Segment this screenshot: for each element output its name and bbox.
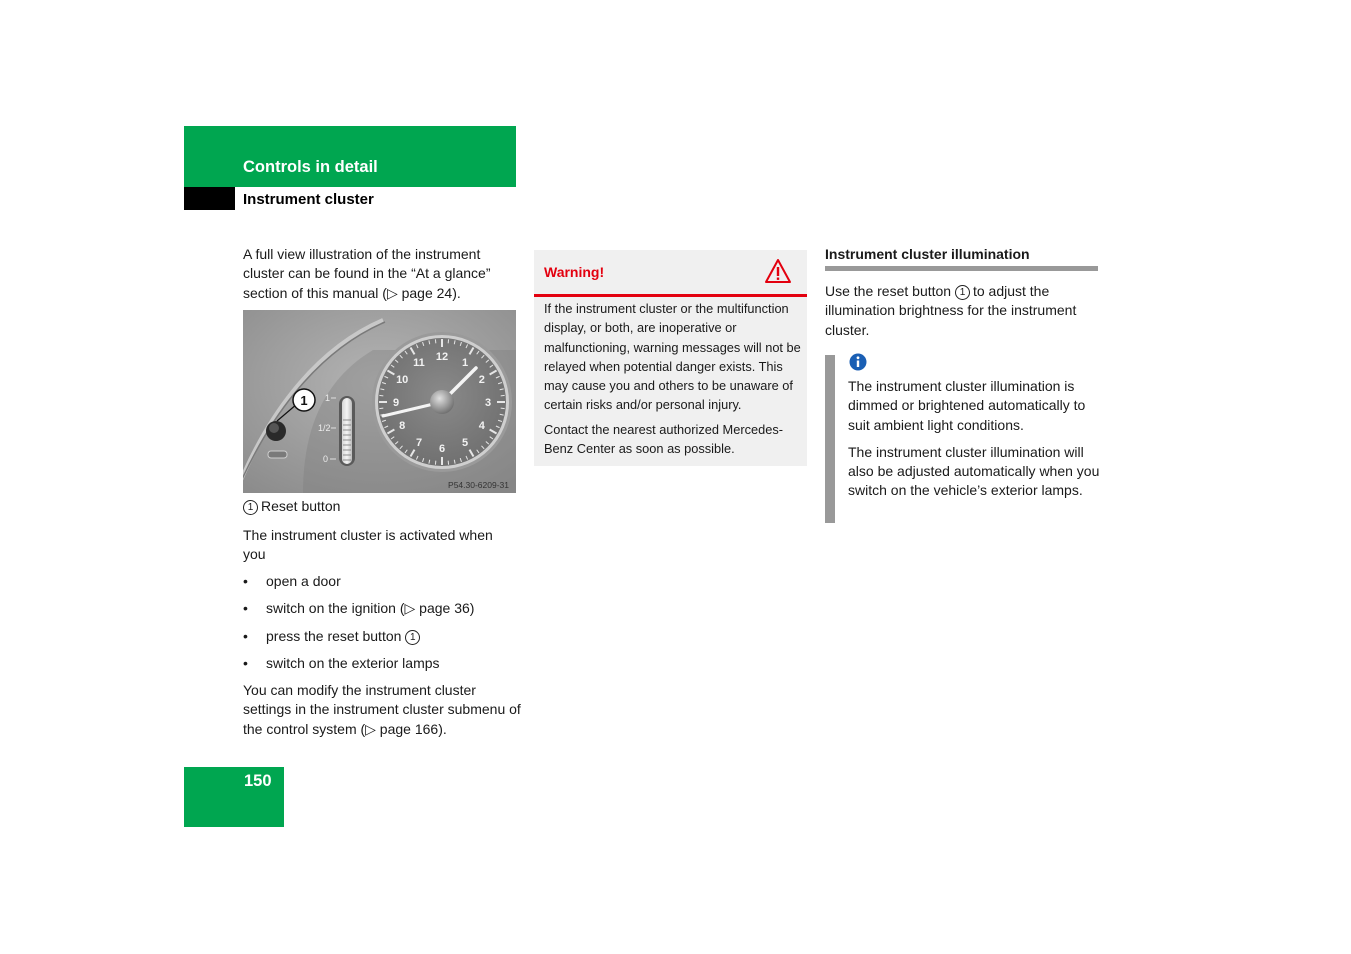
reference-number: 1 <box>955 285 970 300</box>
list-item-text: switch on the ignition (▷ page 36) <box>266 600 475 617</box>
list-item: • switch on the exterior lamps <box>243 654 440 671</box>
scale-label-half: 1/2 <box>318 423 331 433</box>
instrument-cluster-figure <box>243 310 516 493</box>
info-bar <box>825 355 835 523</box>
illumination-heading: Instrument cluster illumination <box>825 246 1030 262</box>
instrument-cluster-illustration <box>243 310 516 493</box>
activation-list <box>243 572 519 681</box>
list-item-text: open a door <box>266 573 341 589</box>
warning-body <box>544 299 802 463</box>
info-icon <box>849 353 867 376</box>
info-paragraph: The instrument cluster illumination is dimmed or brightened automatically to suit ambient light conditions. <box>848 378 1086 433</box>
activated-paragraph: The instrument cluster is activated when you <box>243 527 493 563</box>
illumination-text-start: Use the reset button <box>825 283 952 299</box>
intro-paragraph: A full view illustration of the instrument cluster can be found in the “At a glance” section of this manual (▷ page 24). <box>243 246 491 301</box>
clock-numeral: 11 <box>413 357 425 370</box>
clock-numeral: 6 <box>438 443 446 455</box>
clock-numeral: 2 <box>478 374 485 386</box>
callout-number: 1 <box>300 393 308 408</box>
clock-numeral: 9 <box>392 397 400 409</box>
page-number: 150 <box>244 772 272 790</box>
warning-paragraph: Contact the nearest authorized Mercedes-Benz Center as soon as possible. <box>544 421 784 457</box>
warning-header <box>534 250 807 297</box>
caption-number: 1 <box>243 500 258 515</box>
info-note <box>848 377 1100 509</box>
clock-numeral: 10 <box>396 374 409 386</box>
reference-number: 1 <box>405 630 420 645</box>
illumination-text-end: to adjust the illumination brightness for the instrument cluster. <box>825 283 1077 338</box>
warning-box <box>534 250 807 466</box>
clock-numeral: 12 <box>435 351 449 363</box>
clock-numeral: 5 <box>461 436 469 449</box>
list-item: • switch on the ignition (▷ page 36) <box>243 600 475 617</box>
section-title: Controls in detail <box>243 158 378 176</box>
figure-caption <box>243 498 340 515</box>
caption-text: Reset button <box>261 498 341 514</box>
scale-label-min: 0 <box>323 454 329 464</box>
warning-paragraph: If the instrument cluster or the multifunction display, or both, are inoperative or malfunctioning, warning messages will not be relayed when potential danger exists. This may cause you and others to be unaware of certain risks and/or personal injury. <box>544 301 801 413</box>
clock-numeral: 1 <box>461 357 469 370</box>
info-paragraph: The instrument cluster illumination will also be adjusted automatically when you switch on the vehicle’s exterior lamps. <box>848 443 1100 499</box>
intro-text-block <box>243 245 519 303</box>
figure-code: P54.30-6209-31 <box>448 480 509 490</box>
list-item-text: press the reset button <box>266 627 402 644</box>
clock-numeral: 4 <box>478 420 485 432</box>
clock-numeral: 3 <box>484 397 492 409</box>
warning-title: Warning! <box>544 264 605 280</box>
scale-label-max: 1 <box>325 393 331 403</box>
heading-rule <box>825 266 1098 271</box>
modify-paragraph: You can modify the instrument cluster settings in the instrument cluster submenu of the control system (▷ page 166). <box>243 682 521 737</box>
header-marker <box>184 187 235 210</box>
illumination-paragraph <box>825 282 1100 340</box>
clock-numeral: 8 <box>399 420 406 432</box>
header-band <box>184 126 516 187</box>
list-item: • open a door <box>243 573 341 589</box>
warning-triangle-icon <box>764 258 792 289</box>
list-item-text: switch on the exterior lamps <box>266 654 440 671</box>
clock-numeral: 7 <box>415 436 423 449</box>
list-item: • press the reset button 1 <box>243 627 519 654</box>
subsection-title: Instrument cluster <box>243 191 374 208</box>
